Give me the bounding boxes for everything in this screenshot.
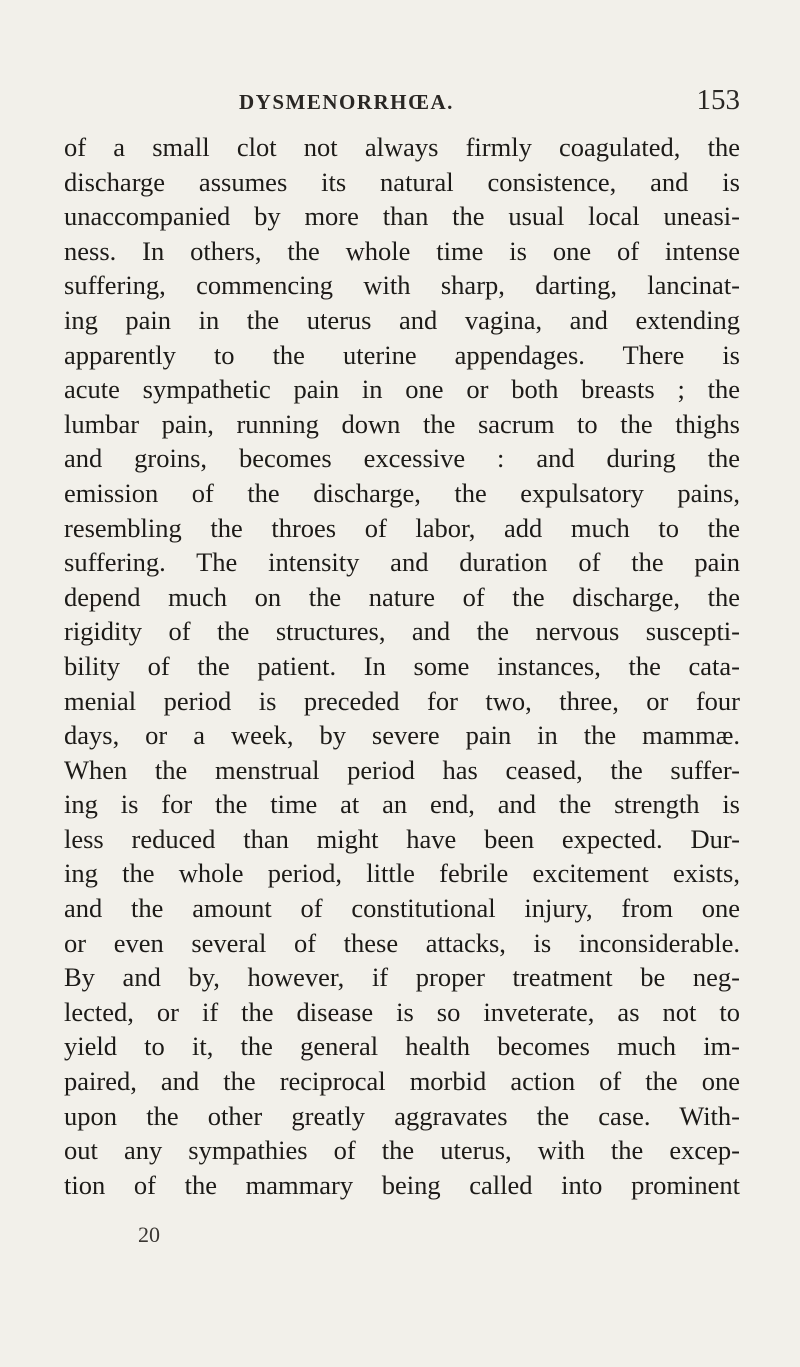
text-line: ness. In others, the whole time is one of intense (64, 235, 740, 266)
text-line: lumbar pain, running down the sacrum to the thighs (64, 408, 740, 439)
signature-mark: 20 (138, 1222, 160, 1247)
text-line: out any sympathies of the uterus, with the excep- (64, 1135, 740, 1166)
text-line: suffering. The intensity and duration of the pain (64, 547, 740, 578)
text-line: menial period is preceded for two, three, or four (64, 685, 740, 716)
page-header (64, 84, 740, 124)
text-line: acute sympathetic pain in one or both breasts ; the (64, 374, 740, 405)
text-line: and the amount of constitutional injury, from one (64, 893, 740, 924)
text-line: yield to it, the general health becomes much im- (64, 1031, 740, 1062)
text-line: lected, or if the disease is so inveterate, as not to (64, 996, 740, 1027)
text-line: emission of the discharge, the expulsatory pains, (64, 477, 740, 508)
text-line: upon the other greatly aggravates the case. With- (64, 1100, 740, 1131)
text-line: bility of the patient. In some instances, the cata- (64, 650, 740, 681)
text-line: days, or a week, by severe pain in the mammæ. (64, 720, 740, 751)
body-text (64, 130, 740, 1202)
running-head: DYSMENORRHŒA. (239, 90, 454, 114)
text-line: rigidity of the structures, and the nervous suscepti- (64, 616, 740, 647)
text-line: unaccompanied by more than the usual local uneasi- (64, 201, 740, 232)
text-line: When the menstrual period has ceased, the suffer- (64, 754, 740, 785)
text-line: suffering, commencing with sharp, darting, lancinat- (64, 270, 740, 301)
text-line: and groins, becomes excessive : and during the (64, 443, 740, 474)
text-line: less reduced than might have been expected. Dur- (64, 823, 740, 854)
text-line: ing is for the time at an end, and the strength is (64, 789, 740, 820)
text-line: of a small clot not always firmly coagulated, the (64, 132, 740, 162)
text-line: tion of the mammary being called into prominent (64, 1169, 740, 1200)
text-line: paired, and the reciprocal morbid action of the one (64, 1066, 740, 1097)
text-line: apparently to the uterine appendages. There is (64, 339, 740, 370)
text-line: ing pain in the uterus and vagina, and extending (64, 304, 740, 335)
text-line: resembling the throes of labor, add much to the (64, 512, 740, 543)
text-line: or even several of these attacks, is inconsiderable. (64, 927, 740, 958)
text-line: ing the whole period, little febrile excitement exists, (64, 858, 740, 889)
text-line: By and by, however, if proper treatment be neg- (64, 962, 740, 993)
text-line: discharge assumes its natural consistence, and is (64, 166, 740, 197)
page-number: 153 (696, 84, 740, 116)
text-line: depend much on the nature of the discharge, the (64, 581, 740, 612)
